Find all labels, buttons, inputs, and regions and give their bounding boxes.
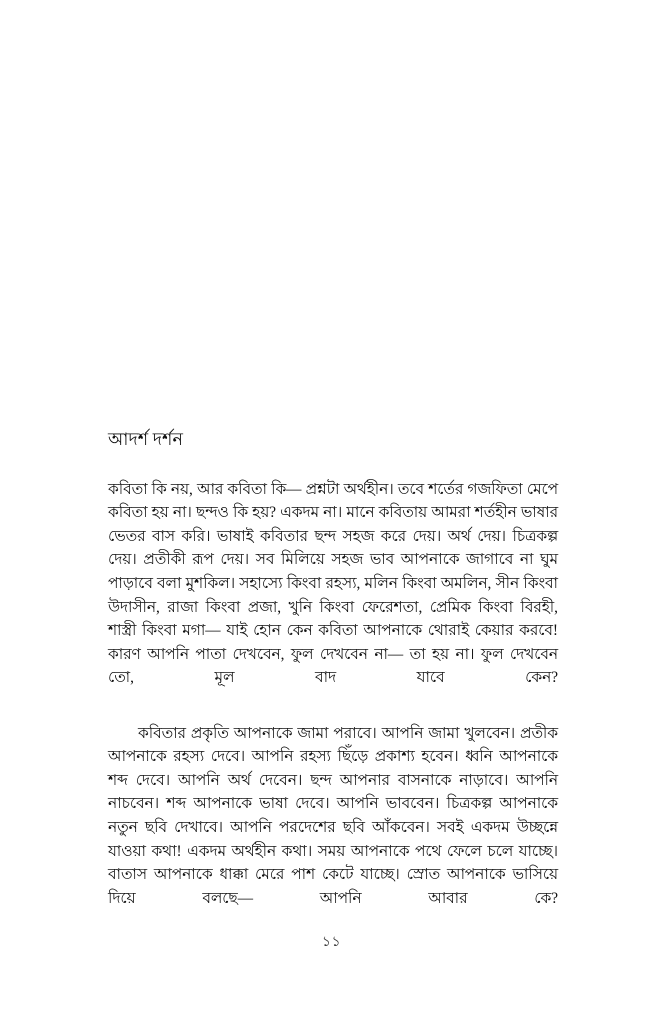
page-top-whitespace bbox=[0, 0, 663, 428]
page-title: আদর্শ দর্শন bbox=[108, 429, 184, 449]
body-paragraph-2: কবিতার প্রকৃতি আপনাকে জামা পরাবে। আপনি জামা খুলবেন। প্রতীক আপনাকে রহস্য দেবে। আপনি রহস্য ছিঁড়ে প্রকাশ্য হবেন। ধ্বনি আপনাকে শব্দ দেবে। আপনি অর্থ দেবেন। ছন্দ আপনার বাসনাকে নাড়াবে। আপনি নাচবেন। শব্দ আপনাকে ভাষা দেবে। আপনি ভাববেন। চিত্রকল্প আপনাকে নতুন ছবি দেখাবে। আপনি পরদেশের ছবি আঁকবেন। সবই একদম উচ্ছন্নে যাওয়া কথা! একদম অর্থহীন কথা। সময় আপনাকে পথে ফেলে চলে যাচ্ছে। বাতাস আপনাকে ধাক্কা মেরে পাশ কেটে যাচ্ছে। স্রোত আপনাকে ভাসিয়ে দিয়ে বলছে— আপনি আবার কে? bbox=[108, 724, 558, 907]
page-number: ১১ bbox=[321, 935, 342, 950]
text-block bbox=[108, 428, 558, 934]
body-paragraph-1: কবিতা কি নয়, আর কবিতা কি— প্রশ্নটা অর্থহীন। তবে শর্তের গজফিতা মেপে কবিতা হয় না। ছন্দও কি হয়? একদম না। মানে কবিতায় আমরা শর্তহীন ভাষার ভেতর বাস করি। ভাষাই কবিতার ছন্দ সহজ করে দেয়। অর্থ দেয়। চিত্রকল্প দেয়। প্রতীকী রূপ দেয়। সব মিলিয়ে সহজ ভাব আপনাকে জাগাবে না ঘুম পাড়াবে বলা মুশকিল। সহাস্যে কিংবা রহস্য, মলিন কিংবা অমলিন, সীন কিংবা উদাসীন, রাজা কিংবা প্রজা, খুনি কিংবা ফেরেশতা, প্রেমিক কিংবা বিরহী, শাস্ত্রী কিংবা মগা— যাই হোন কেন কবিতা আপনাকে থোরাই কেয়ার করবে! কারণ আপনি পাতা দেখবেন, ফুল দেখবেন না— তা হয় না। ফুল দেখবেন তো, মূল বাদ যাবে কেন? bbox=[108, 480, 558, 687]
